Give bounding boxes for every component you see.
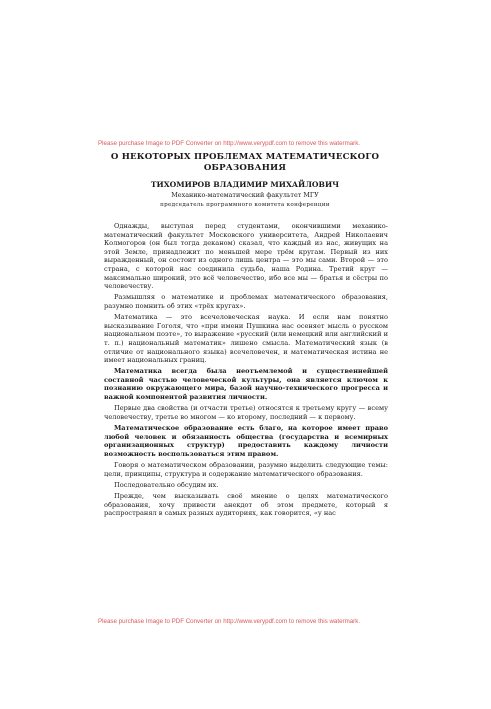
- paragraph: Говоря о математическом образовании, разумно выделить следующие темы: цели, принципы, структура и содержание математического образования.: [104, 461, 388, 478]
- author-block: [110, 180, 380, 210]
- paragraph: Первые два свойства (и отчасти третье) относятся к третьему кругу — всему человечеству, третье во многом — ко второму, последний — к первому.: [104, 404, 388, 421]
- watermark-top: Please purchase Image to PDF Converter on http://www.verypdf.com to remove this watermark.: [98, 140, 361, 147]
- author-affiliation: Механико-математический факультет МГУ: [171, 191, 319, 199]
- title-line-2: ОБРАЗОВАНИЯ: [203, 163, 287, 173]
- article-title: [110, 152, 380, 174]
- paragraph: Математика — это всечеловеческая наука. И если нам понятно высказывание Гоголя, что «при имени Пушкина нас осеняет мысль о русском национальном поэте», то выражение «русский (или немецкий или английский и т. п.) национальный математик» лишено смысла. Математический язык (в отличие от национального языка) всечеловечен, и математическая истина не имеет национальных границ.: [104, 313, 388, 365]
- paragraph: Размышляя о математике и проблемах математического образования, разумно помнить об этих «трёх кругах».: [104, 293, 388, 310]
- paragraph-bold: Математика всегда была неотъемлемой и существеннейшей составной частью человеческой культуры, она является ключом к познанию окружающего мира, базой научно-технического прогресса и важной компонентой развития личности.: [104, 367, 388, 402]
- watermark-bottom: Please purchase Image to PDF Converter on http://www.verypdf.com to remove this watermark.: [98, 618, 361, 625]
- article-body: [104, 222, 388, 520]
- title-line-1: О НЕКОТОРЫХ ПРОБЛЕМАХ МАТЕМАТИЧЕСКОГО: [110, 152, 380, 162]
- author-name: ТИХОМИРОВ ВЛАДИМИР МИХАЙЛОВИЧ: [150, 180, 340, 189]
- paragraph-bold: Математическое образование есть благо, на которое имеет право любой человек и обязанность общества (государства и всемирных организационных структур) предоставить каждому личности возможность воспользоваться этим правом.: [104, 424, 388, 458]
- paragraph: Последовательно обсудим их.: [114, 480, 219, 489]
- paragraph: Прежде, чем высказывать своё мнение о целях математического образования, хочу привести анекдот об этом предмете, который я распространял в самых разных аудиториях, как говорится, «у нас: [104, 491, 388, 518]
- author-role: председатель программного комитета конференции: [160, 202, 330, 208]
- paragraph: Однажды, выступая перед студентами, окончившими механико-математический факультет Московского университета, Андрей Николаевич Колмогоров (он был тогда деканом) сказал, что каждый из нас, живущих на этой Земле, принадлежит по меньшей мере трём кругам. Первый из них выражденный, он состоит из одного лишь центра — это мы сами. Второй — это страна, с которой нас соединила судьба, наша Родина. Третий круг — максимально широкий, это всё человечество, ибо все мы — братья и сёстры по человечеству.: [104, 222, 388, 291]
